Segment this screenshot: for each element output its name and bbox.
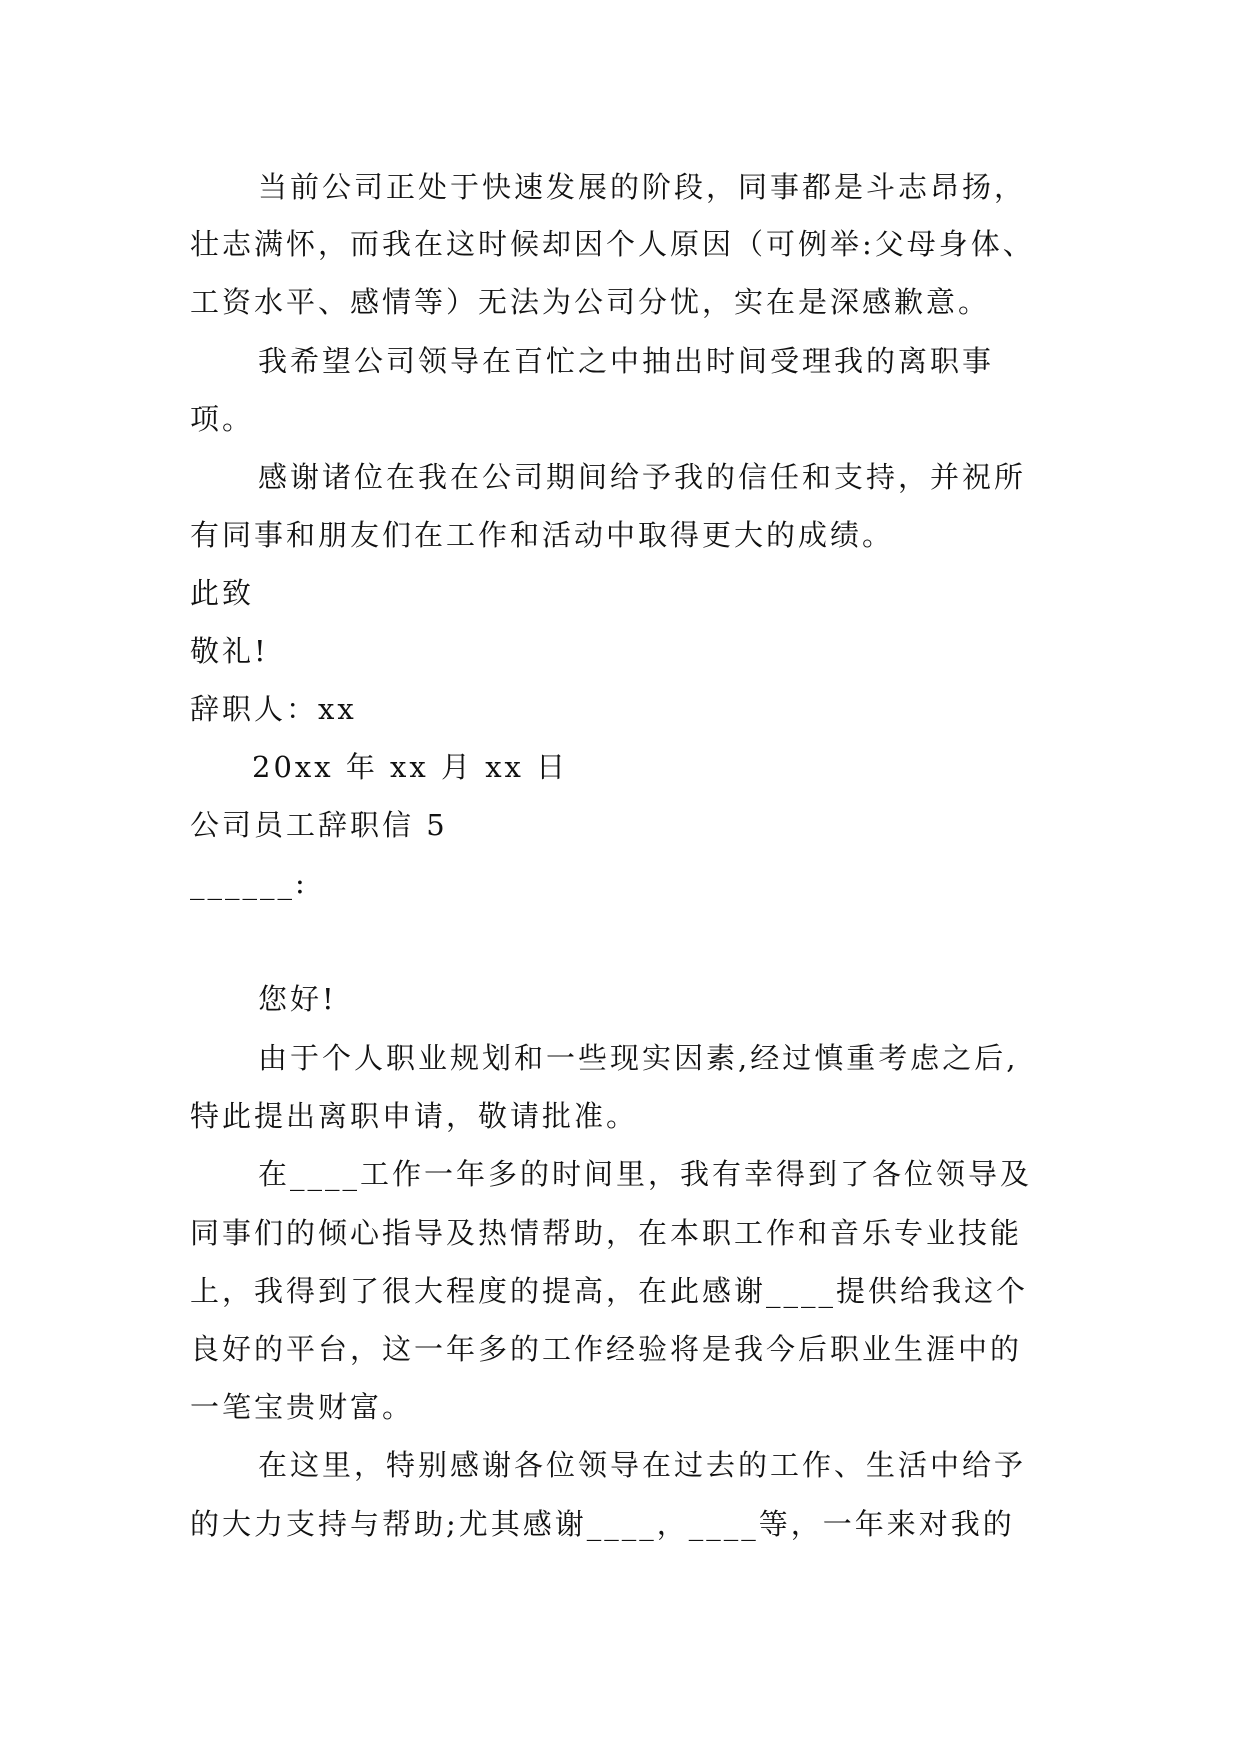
paragraph-line: 在这里，特别感谢各位领导在过去的工作、生活中给予 (258, 1448, 1027, 1482)
paragraph-line: 有同事和朋友们在工作和活动中取得更大的成绩。 (190, 518, 895, 552)
greeting-line: 您好! (258, 982, 337, 1016)
section-title: 公司员工辞职信 5 (190, 808, 448, 842)
paragraph-line: 项。 (190, 402, 255, 436)
paragraph-line: 特此提出离职申请，敬请批准。 (190, 1099, 639, 1133)
recipient-line: ______: (190, 866, 308, 900)
paragraph-line: 良好的平台，这一年多的工作经验将是我今后职业生涯中的 (190, 1332, 1023, 1366)
closing-line: 此致 (190, 576, 255, 610)
paragraph-line: 由于个人职业规划和一些现实因素,经过慎重考虑之后, (258, 1041, 1019, 1075)
paragraph-line: 壮志满怀，而我在这时候却因个人原因（可例举:父母身体、 (190, 227, 1035, 261)
paragraph-line: 当前公司正处于快速发展的阶段，同事都是斗志昂扬， (258, 170, 1027, 204)
paragraph-line: 一笔宝贵财富。 (190, 1390, 415, 1424)
paragraph-line: 上，我得到了很大程度的提高，在此感谢____提供给我这个 (190, 1274, 1029, 1308)
date-line: 20xx 年 xx 月 xx 日 (252, 750, 569, 784)
paragraph-line: 我希望公司领导在百忙之中抽出时间受理我的离职事 (258, 344, 995, 378)
paragraph-line: 工资水平、感情等）无法为公司分忧，实在是深感歉意。 (190, 285, 991, 319)
paragraph-line: 感谢诸位在我在公司期间给予我的信任和支持，并祝所 (258, 460, 1027, 494)
salutation-line: 敬礼! (190, 634, 269, 668)
paragraph-line: 同事们的倾心指导及热情帮助，在本职工作和音乐专业技能 (190, 1216, 1023, 1250)
paragraph-line: 在____工作一年多的时间里，我有幸得到了各位领导及 (258, 1157, 1033, 1191)
signature-line: 辞职人：xx (190, 692, 357, 726)
paragraph-line: 的大力支持与帮助;尤其感谢____，____等，一年来对我的 (190, 1507, 1015, 1541)
